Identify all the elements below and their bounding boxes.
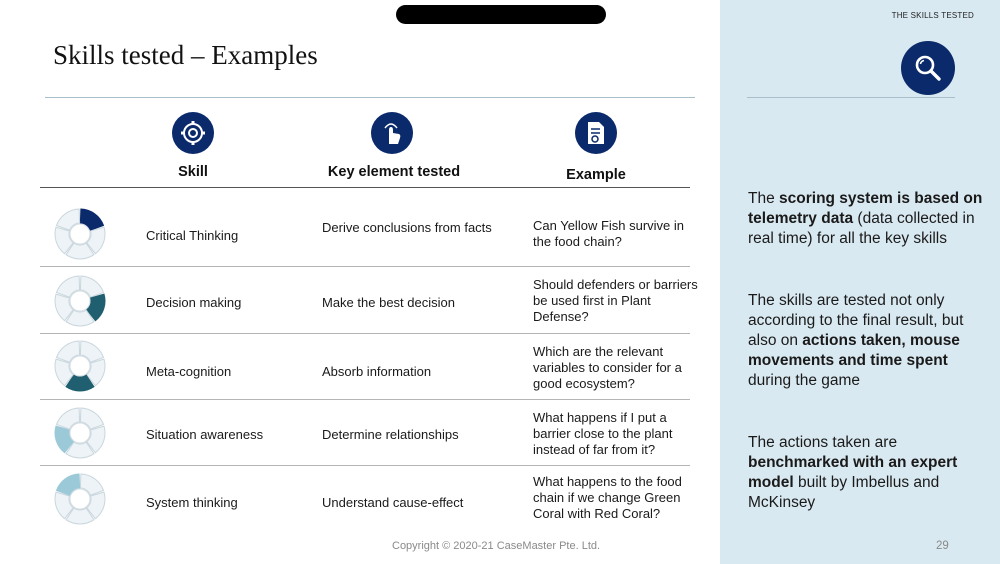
skill-cell: Situation awareness xyxy=(146,427,264,442)
document-check-icon xyxy=(575,112,617,154)
skill-cell: System thinking xyxy=(146,495,238,510)
sidebar-paragraph: The skills are tested not only according to the final result, but also on actions taken, mouse movements and time spent during the game xyxy=(748,292,964,389)
wheel-center xyxy=(70,489,90,509)
key-element-cell: Determine relationships xyxy=(322,427,459,442)
wheel-center xyxy=(70,224,90,244)
key-element-cell: Absorb information xyxy=(322,364,432,379)
skill-wheel-icon xyxy=(54,407,106,459)
skill-wheel-icon xyxy=(54,275,106,327)
skill-wheel-icon xyxy=(54,340,106,392)
table-row xyxy=(40,188,690,267)
skill-cell: Critical Thinking xyxy=(146,228,239,243)
table-row xyxy=(40,334,690,400)
redaction-bar xyxy=(396,5,606,24)
column-header-skill: Skill xyxy=(178,164,208,180)
skill-cell: Decision making xyxy=(146,295,242,310)
sidebar-divider xyxy=(747,97,955,98)
page-title: Skills tested – Examples xyxy=(53,40,318,70)
table-row xyxy=(40,400,690,466)
magnifier-icon xyxy=(901,41,955,95)
example-cell: What happens to the food chain if we change Green Coral with Red Coral? xyxy=(533,474,682,521)
key-element-cell: Derive conclusions from facts xyxy=(322,220,492,235)
hand-pointer-icon xyxy=(371,112,413,154)
wheel-center xyxy=(70,423,90,443)
gear-head-icon xyxy=(172,112,214,154)
skill-cell: Meta-cognition xyxy=(146,364,232,379)
key-element-cell: Understand cause-effect xyxy=(322,495,464,510)
skill-wheel-icon xyxy=(54,208,106,260)
sidebar-paragraph: The scoring system is based on telemetry data (data collected in real time) for all the key skills xyxy=(748,190,983,247)
column-header-example: Example xyxy=(566,167,626,183)
example-cell: Should defenders or barriers be used first in Plant Defense? xyxy=(533,277,698,324)
sidebar-panel xyxy=(720,0,1000,564)
page-number: 29 xyxy=(936,540,949,552)
copyright-text: Copyright © 2020-21 CaseMaster Pte. Ltd. xyxy=(392,540,601,552)
title-divider xyxy=(45,97,695,98)
table-row xyxy=(40,267,698,334)
key-element-cell: Make the best decision xyxy=(322,295,455,310)
table-row xyxy=(40,466,690,532)
section-label: THE SKILLS TESTED xyxy=(891,11,974,20)
column-header-key-element: Key element tested xyxy=(327,164,461,180)
wheel-center xyxy=(70,291,90,311)
example-cell: Can Yellow Fish survive in the food chain? xyxy=(533,218,685,249)
example-cell: What happens if I put a barrier close to the plant instead of far from it? xyxy=(533,410,673,457)
sidebar-paragraph: The actions taken are benchmarked with an expert model built by Imbellus and McKinsey xyxy=(748,434,958,511)
example-cell: Which are the relevant variables to consider for a good ecosystem? xyxy=(533,344,682,391)
skill-wheel-icon xyxy=(54,473,106,525)
wheel-center xyxy=(70,356,90,376)
